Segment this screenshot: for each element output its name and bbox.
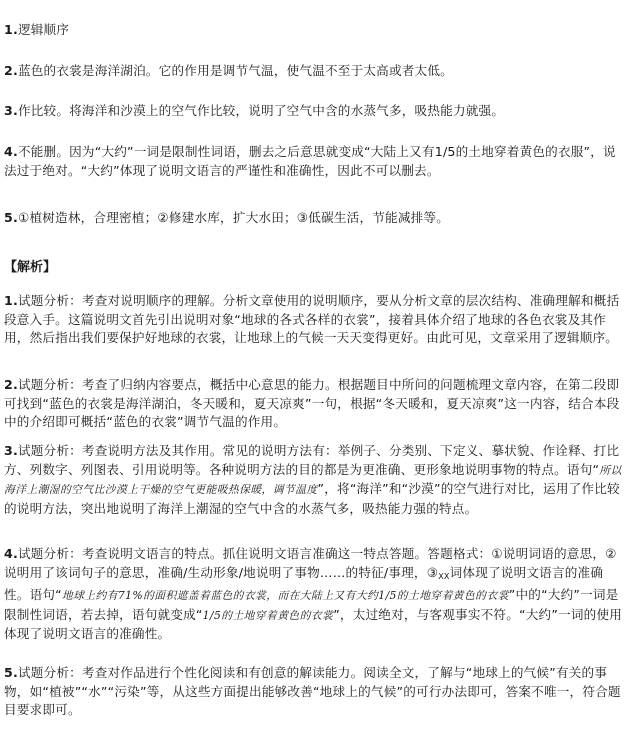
- answer-text: ①植树造林，合理密植；②修建水库，扩大水田；③低碳生活，节能减排等。: [17, 210, 450, 225]
- analysis-number: 1.: [4, 293, 18, 308]
- analysis-text: 试题分析：考查了归纳内容要点，概括中心意思的能力。根据题目中所问的问题梳理文章内容，在第二段即可找到“蓝色的衣裳是海洋湖泊，冬天暖和，夏天凉爽”一句，根据“冬天暖和，夏天凉爽”这一内容，结合本段中的介绍即可概括“蓝色的衣裳”调节气温的作用。: [4, 377, 620, 429]
- analysis-text: 试题分析：考查对说明顺序的理解。分析文章使用的说明顺序，要从分析文章的层次结构、准确理解和概括段意入手。这篇说明文首先引出说明对象“地球的各式各样的衣裳”，接着具体介绍了地球的各色衣裳及其作用，然后指出我们要保护好地球的衣裳，让地球上的气候一天天变得更好。由此可见，文章采用了逻辑顺序。: [4, 293, 620, 345]
- analysis-text: ”中的“大约”一词是限制性词语，若去掉，语句就变成“: [4, 587, 619, 622]
- answer-item-3: [4, 102, 626, 121]
- analysis-item-4: [4, 545, 626, 644]
- answer-number: 3.: [4, 103, 18, 118]
- answer-item-1: [4, 21, 626, 40]
- analysis-text: ”，将“海洋”和“沙漠”的空气进行对比，运用了作比较的说明方法，突出地说明了海洋上潮湿的空气中含的水蒸气多，吸热能力强的特点。: [4, 481, 620, 516]
- analysis-text: 试题分析：考查说明文语言的特点。抓住说明文语言准确这一特点答题。答题格式：①说明词语的意思，②说明用了该词句子的意思，准确/生动形象/地说明了事物……的特征/事理，③: [4, 546, 617, 580]
- answer-text: 作比较。将海洋和沙漠上的空气作比较，说明了空气中含的水蒸气多，吸热能力就强。: [17, 103, 505, 118]
- answer-number: 2.: [4, 63, 18, 78]
- answer-text: 蓝色的衣裳是海洋湖泊。它的作用是调节气温，使气温不至于太高或者太低。: [17, 63, 453, 78]
- placeholder-subscript: XX: [438, 571, 450, 581]
- answer-text: 不能删。因为“大约”一词是限制性词语，删去之后意思就变成“大陆上又有1/5的土地穿着黄色的衣服”，说法过于绝对。“大约”体现了说明文语言的严谨性和准确性，因此不可以删去。: [4, 144, 616, 178]
- analysis-item-5: [4, 664, 626, 720]
- quoted-sentence: 1/5的土地穿着黄色的衣裳: [202, 608, 334, 622]
- analysis-number: 5.: [4, 665, 18, 680]
- analysis-item-2: [4, 376, 626, 432]
- analysis-number: 3.: [4, 443, 18, 458]
- answer-number: 1.: [4, 22, 18, 37]
- answer-number: 5.: [4, 210, 18, 225]
- analysis-text: 试题分析：考查说明方法及其作用。常见的说明方法有：举例子、分类别、下定义、摹状貌、作诠释、打比方、列数字、列图表、引用说明等。各种说明方法的目的都是为更准确、更形象地说明事物的特点。语句“: [4, 443, 620, 477]
- answer-text: 逻辑顺序: [17, 22, 70, 37]
- quoted-sentence: 地球上约有71%的面积遮盖着蓝色的衣裳，而在大陆上又有大约1/5的土地穿着黄色的衣裳: [61, 589, 509, 602]
- quoted-sentence: 所以海洋上潮湿的空气比沙漠上干燥的空气更能吸热保暖，调节温度: [4, 463, 622, 496]
- answer-item-2: [4, 62, 626, 81]
- answer-number: 4.: [4, 144, 18, 159]
- analysis-heading: 【解析】: [4, 260, 57, 275]
- analysis-item-3: [4, 442, 626, 518]
- analysis-number: 4.: [4, 546, 18, 561]
- answer-item-4: [4, 143, 626, 180]
- analysis-text: 词体现了说明文语言的准确性。语句“: [4, 564, 604, 602]
- analysis-text: 试题分析：考查对作品进行个性化阅读和有创意的解读能力。阅读全文，了解与“地球上的气候”有关的事物，如“植被”“水”“污染”等，从这些方面提出能够改善“地球上的气候”的可行办法即可，答案不唯一，符合题目要求即可。: [4, 665, 621, 717]
- analysis-number: 2.: [4, 377, 18, 392]
- analysis-item-1: [4, 292, 626, 348]
- answer-item-5: [4, 209, 626, 228]
- analysis-text: ”，太过绝对，与客观事实不符。“大约”一词的使用体现了说明文语言的准确性。: [4, 606, 623, 641]
